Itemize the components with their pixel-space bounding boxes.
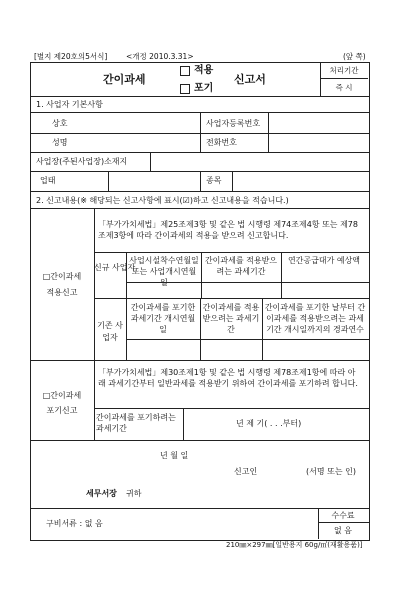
new-start-date-field[interactable]: [128, 283, 200, 297]
title-option-apply: 적용: [194, 65, 214, 76]
phone-number-field[interactable]: [270, 134, 366, 152]
give-up-report-label-line2: 포기신고: [46, 406, 78, 415]
new-tax-period-header: 간이과세를 적용받으려는 과세기간: [204, 256, 278, 276]
apply-report-label-line2: 적용신고: [46, 288, 78, 297]
give-up-checkbox[interactable]: [180, 84, 190, 94]
signature-note: (서명 또는 인): [306, 467, 356, 476]
give-up-period-label: 간이과세를 포기하려는 과세기간: [96, 413, 176, 433]
processing-period-value: 즉 시: [335, 83, 353, 92]
report-date: 년 월 일: [160, 451, 189, 460]
section2-title: 2. 신고내용(※ 해당되는 신고사항에 표시(☑)하고 신고내용을 적습니다.): [36, 196, 289, 205]
existing-business-label: 기존 사업자: [97, 321, 123, 342]
tax-office-head: 세무서장: [86, 489, 117, 498]
registration-number-field[interactable]: [270, 113, 366, 133]
give-up-period-field[interactable]: 년 제 기( . . .부터): [236, 419, 302, 428]
apply-report-label[interactable]: □간이과세: [42, 272, 82, 281]
business-type-label: 업태: [40, 176, 56, 185]
applicant-label: 신고인: [234, 467, 258, 476]
section1-title: 1. 사업자 기본사항: [36, 100, 103, 109]
new-expected-revenue-field[interactable]: [283, 283, 367, 297]
page-side-label: (앞 쪽): [343, 52, 366, 61]
business-address-field[interactable]: [152, 153, 366, 170]
existing-giveup-date-field[interactable]: [128, 340, 198, 359]
revision-date: <개정 2010.3.31>: [126, 52, 194, 61]
representative-name-label: 성명: [52, 138, 68, 147]
business-type-field[interactable]: [110, 172, 198, 190]
give-up-report-label[interactable]: □간이과세: [42, 391, 82, 400]
phone-number-label: 전화번호: [206, 138, 237, 147]
paper-spec: 210㎜×297㎜[일반용지 60g/㎡(재활용품)]: [226, 541, 363, 549]
existing-giveup-date-header: 간이과세를 포기한 과세기간 개시연월일: [130, 303, 196, 334]
business-item-label: 종목: [206, 176, 222, 185]
attachments-note: 구비서류 : 없 음: [46, 519, 103, 528]
fee-value: 없 음: [334, 526, 352, 535]
company-name-label: 상호: [52, 119, 68, 128]
existing-tax-period-field[interactable]: [202, 340, 260, 359]
representative-name-field[interactable]: [108, 134, 198, 152]
business-address-label: 사업장(주된사업장)소재지: [36, 157, 128, 166]
apply-declaration-text: 「부가가치세법」제25조제3항 및 같은 법 시행령 제74조제4항 또는 제78조제3항에 따라 간이과세의 적용을 받으려 신고합니다.: [98, 220, 358, 240]
existing-elapsed-years-header: 간이과세를 포기한 날부터 간이과세를 적용받으려는 과세기간 개시일까지의 경과연수: [264, 303, 366, 334]
apply-checkbox[interactable]: [180, 66, 190, 76]
company-name-field[interactable]: [108, 113, 198, 133]
new-tax-period-field[interactable]: [203, 283, 279, 297]
new-business-label: 신규 사업자: [94, 263, 136, 272]
title-suffix: 신고서: [234, 73, 266, 86]
existing-elapsed-years-field[interactable]: [264, 340, 366, 359]
honorific: 귀하: [126, 489, 142, 498]
processing-period-label: 처리기간: [329, 66, 359, 75]
new-expected-revenue-header: 연간공급대가 예상액: [287, 256, 361, 265]
give-up-declaration-text: 「부가가치세법」제30조제1항 및 같은 법 시행령 제78조제1항에 따라 아래 과세기간부터 일반과세를 적용받기 위하여 간이과세를 포기하려 합니다.: [98, 368, 358, 388]
existing-tax-period-header: 간이과세를 적용받으려는 과세기간: [202, 303, 260, 334]
title-option-give-up: 포기: [194, 83, 214, 94]
applicant-signature-field[interactable]: [260, 464, 304, 478]
form-number: [별지 제20호의5서식]: [34, 52, 108, 61]
fee-label: 수수료: [331, 511, 355, 520]
title-prefix: 간이과세: [103, 73, 146, 86]
registration-number-label: 사업자등록번호: [206, 119, 261, 128]
business-item-field[interactable]: [234, 172, 366, 190]
new-start-date-header: 사업시설착수연월일 또는 사업개시연월일: [129, 256, 199, 287]
